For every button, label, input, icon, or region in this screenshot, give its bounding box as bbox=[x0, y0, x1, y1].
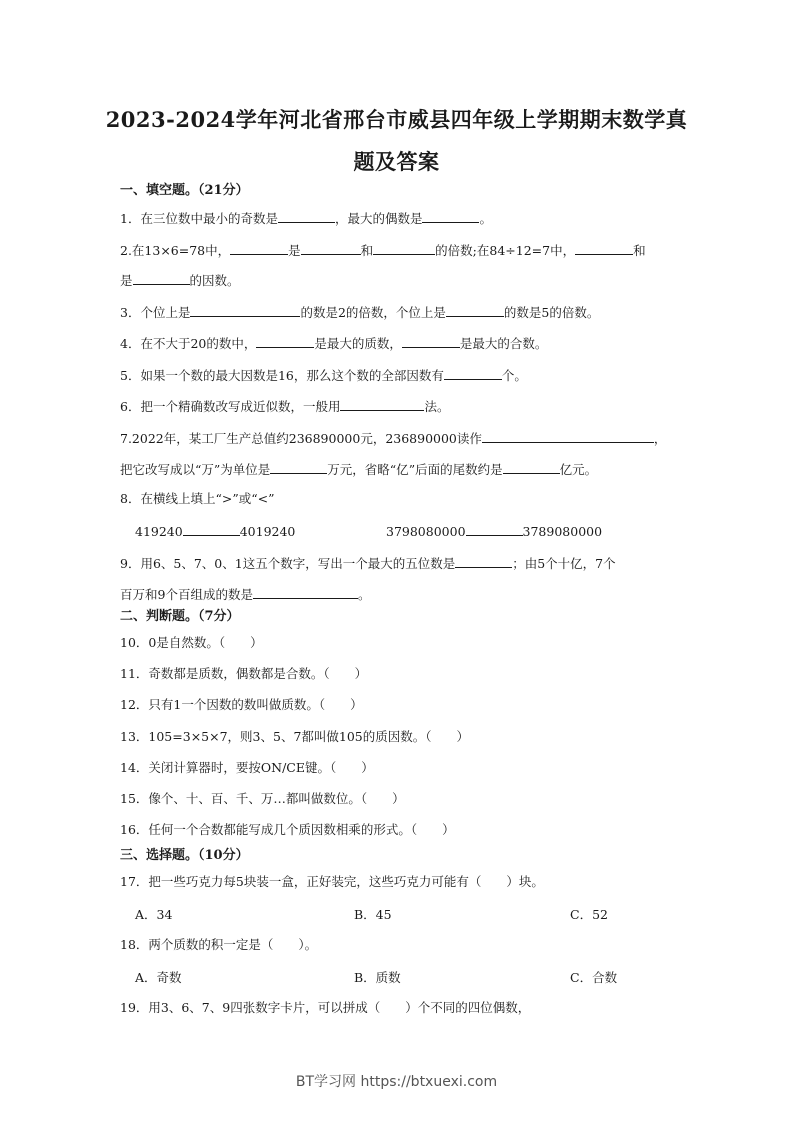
question-1: 1．在三位数中最小的奇数是 ，最大的偶数是 。 bbox=[120, 211, 492, 226]
judge-item: 14．关闭计算器时，要按ON/CE键。（ ） bbox=[120, 760, 374, 775]
question-9: 9．用6、5、7、0、1这五个数字，写出一个最大的五位数是 ；由5个十亿，7个 bbox=[120, 556, 616, 571]
answer-blank[interactable] bbox=[301, 241, 361, 255]
option-c[interactable]: C．52 bbox=[570, 907, 608, 922]
judge-item: 13．105=3×5×7，则3、5、7都叫做105的质因数。（ ） bbox=[120, 729, 470, 744]
answer-blank[interactable] bbox=[466, 522, 523, 536]
option-a[interactable]: A．34 bbox=[135, 907, 173, 922]
answer-blank[interactable] bbox=[575, 241, 633, 255]
answer-blank[interactable] bbox=[503, 460, 560, 474]
judge-item: 12．只有1一个因数的数叫做质数。（ ） bbox=[120, 697, 363, 712]
question-2: 2.在13×6=78中， 是 和 的倍数;在84÷12=7中， 和 bbox=[120, 243, 646, 258]
option-b[interactable]: B．质数 bbox=[354, 970, 401, 985]
judge-item: 16．任何一个合数都能写成几个质因数相乘的形式。（ ） bbox=[120, 822, 455, 837]
answer-blank[interactable] bbox=[446, 303, 504, 317]
answer-blank[interactable] bbox=[278, 209, 335, 223]
answer-blank[interactable] bbox=[373, 241, 435, 255]
section-choice-heading: 三、选择题。（10分） bbox=[120, 848, 249, 863]
question-18: 18．两个质数的积一定是（ ）。 bbox=[120, 937, 318, 952]
answer-blank[interactable] bbox=[256, 334, 314, 348]
question-5: 5．如果一个数的最大因数是16，那么这个数的全部因数有 个。 bbox=[120, 368, 527, 383]
question-2-cont: 是 的因数。 bbox=[120, 273, 240, 288]
answer-blank[interactable] bbox=[482, 429, 654, 443]
option-c[interactable]: C．合数 bbox=[570, 970, 618, 985]
section-fill-in-heading: 一、填空题。（21分） bbox=[120, 183, 249, 198]
answer-blank[interactable] bbox=[402, 334, 460, 348]
question-4: 4．在不大于20的数中， 是最大的质数， 是最大的合数。 bbox=[120, 336, 548, 351]
footer-watermark: BT学习网 https://btxuexi.com bbox=[295, 1074, 498, 1090]
answer-blank[interactable] bbox=[253, 585, 358, 599]
answer-blank[interactable] bbox=[190, 303, 300, 317]
option-a[interactable]: A．奇数 bbox=[135, 970, 182, 985]
question-7: 7.2022年，某工厂生产总值约236890000元，236890000读作 ， bbox=[120, 431, 667, 446]
section-judge-heading: 二、判断题。（7分） bbox=[120, 609, 240, 624]
answer-blank[interactable] bbox=[340, 397, 424, 411]
answer-blank[interactable] bbox=[444, 366, 502, 380]
answer-blank[interactable] bbox=[422, 209, 479, 223]
judge-item: 15．像个、十、百、千、万…都叫做数位。（ ） bbox=[120, 791, 405, 806]
question-17: 17．把一些巧克力每5块装一盒，正好装完，这些巧克力可能有（ ）块。 bbox=[120, 874, 544, 889]
answer-blank[interactable] bbox=[133, 271, 190, 285]
answer-blank[interactable] bbox=[183, 522, 240, 536]
page-title-line1: 2023-2024学年河北省邢台市威县四年级上学期期末数学真 bbox=[105, 107, 688, 132]
question-9-cont: 百万和9个百组成的数是 。 bbox=[120, 587, 371, 602]
option-b[interactable]: B．45 bbox=[354, 907, 392, 922]
answer-blank[interactable] bbox=[455, 554, 512, 568]
question-8: 8．在横线上填上“>”或“<” bbox=[120, 491, 275, 506]
question-6: 6．把一个精确数改写成近似数，一般用 法。 bbox=[120, 399, 450, 414]
judge-item: 11．奇数都是质数，偶数都是合数。（ ） bbox=[120, 666, 368, 681]
question-19: 19．用3、6、7、9四张数字卡片，可以拼成（ ）个不同的四位偶数， bbox=[120, 1000, 531, 1015]
question-3: 3．个位上是 的数是2的倍数，个位上是 的数是5的倍数。 bbox=[120, 305, 600, 320]
question-8-compare-2: 3798080000 3789080000 bbox=[386, 524, 603, 539]
judge-item: 10．0是自然数。（ ） bbox=[120, 635, 263, 650]
answer-blank[interactable] bbox=[270, 460, 327, 474]
answer-blank[interactable] bbox=[230, 241, 288, 255]
question-8-compare-1: 419240 4019240 bbox=[135, 524, 296, 539]
page-title-line2: 题及答案 bbox=[353, 149, 440, 174]
question-7-cont: 把它改写成以“万”为单位是 万元，省略“亿”后面的尾数约是 亿元。 bbox=[120, 462, 598, 477]
